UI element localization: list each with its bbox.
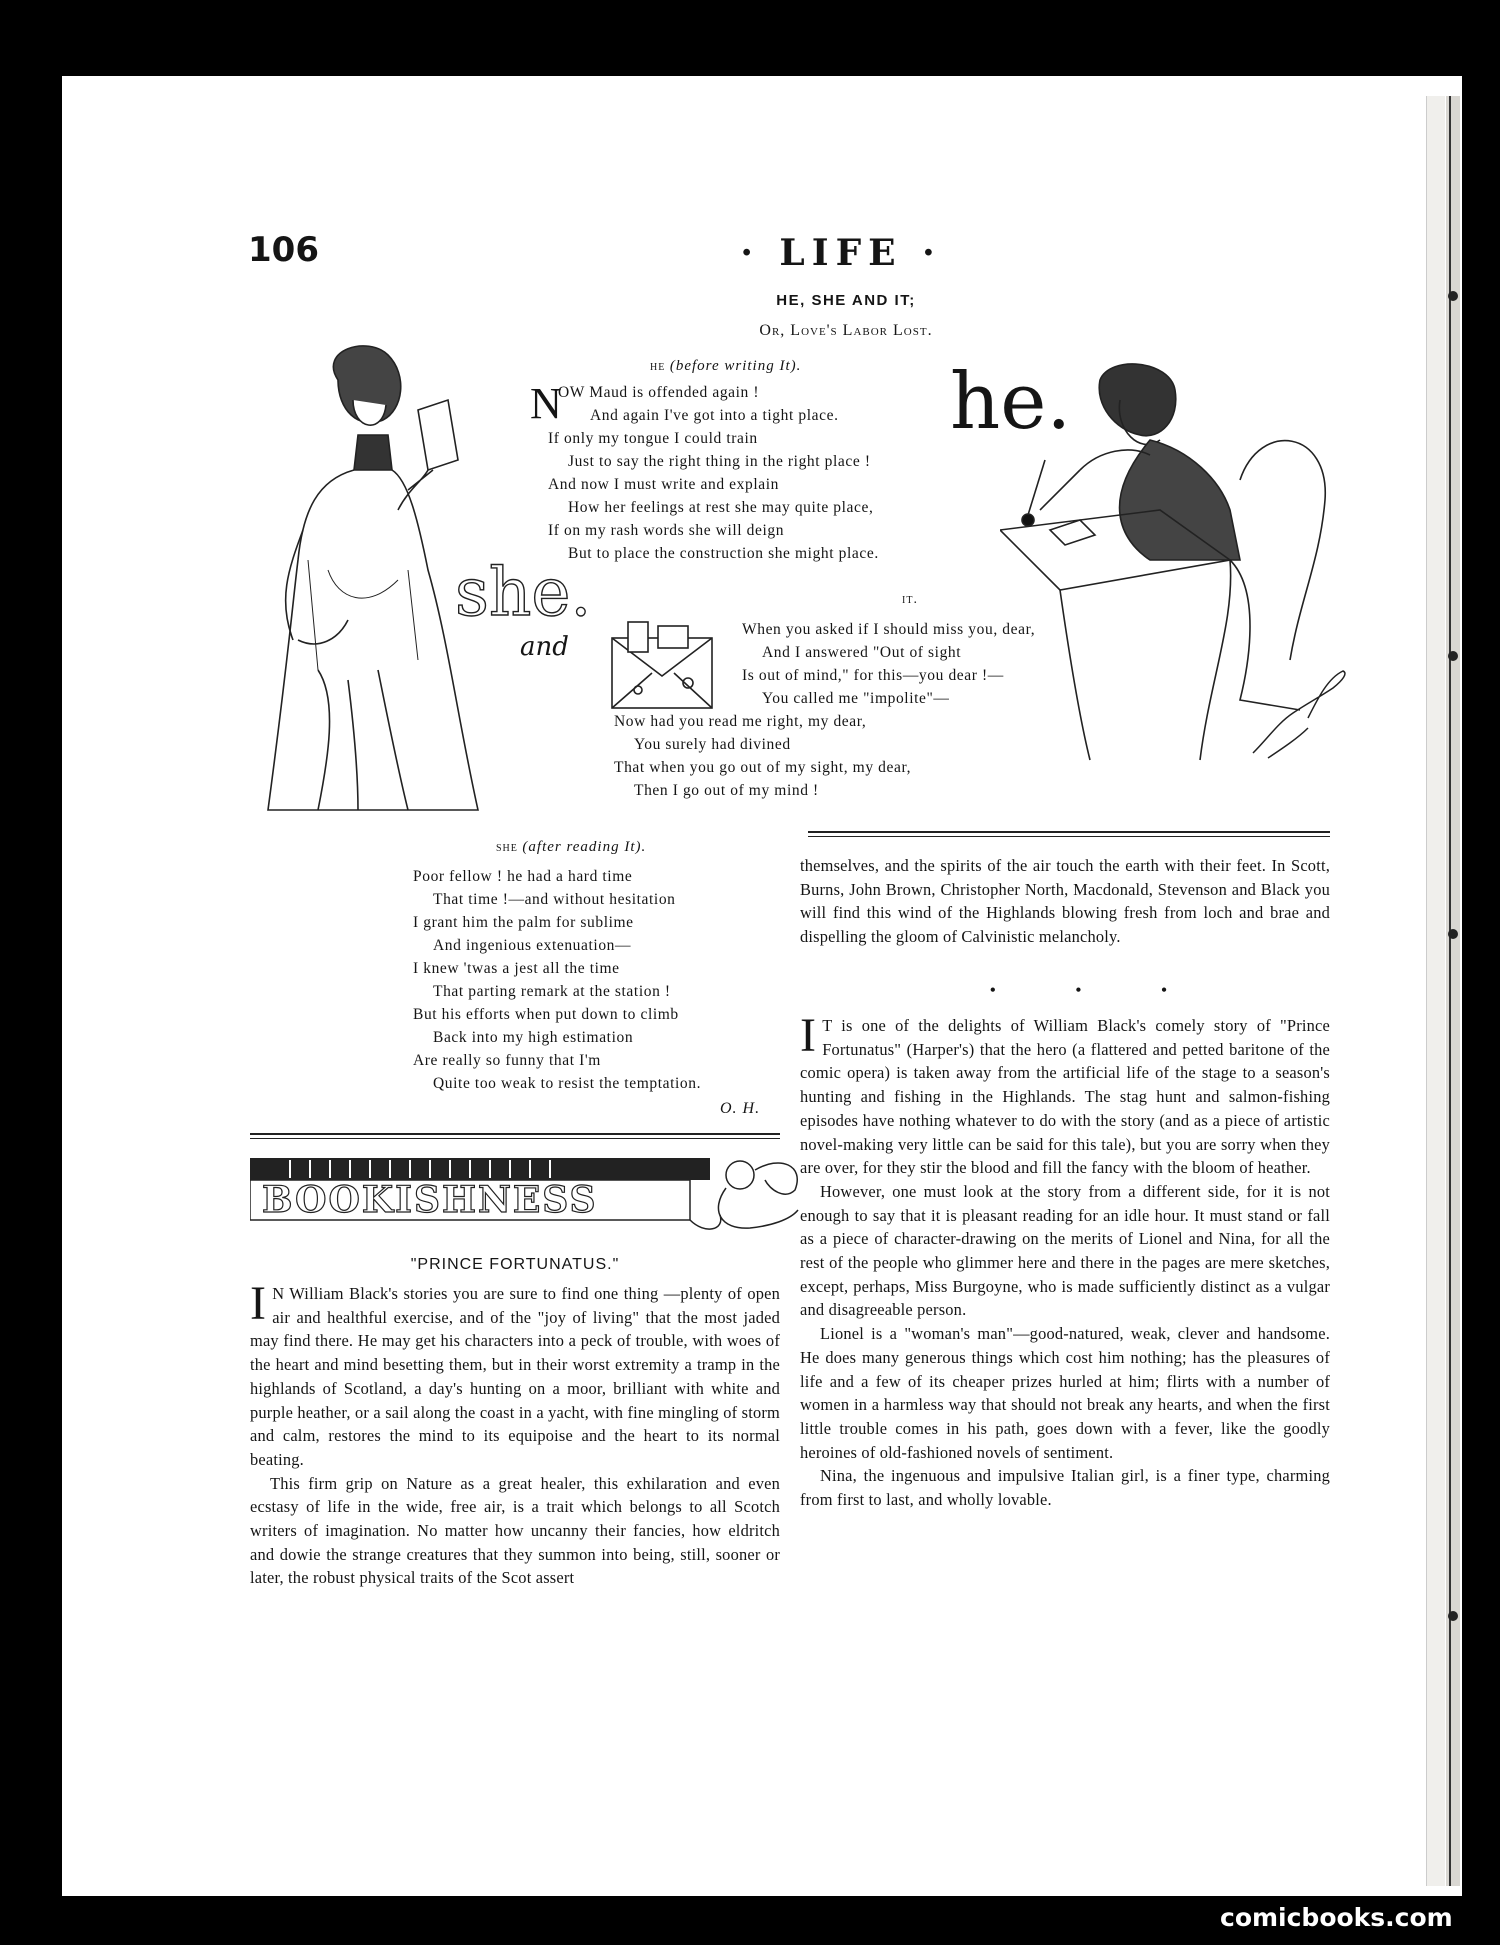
magazine-title: · LIFE · [740, 232, 942, 274]
poem-subtitle: Or, Love's Labor Lost. [759, 322, 933, 339]
divider-rule [250, 1138, 780, 1139]
paragraph: This firm grip on Nature as a great healer, this exhilaration and even ecstasy of life in the wide, free air, is a trait which belongs to all Scotch writers of imagination. No matter how uncanny their fancies, how eldritch and dowie the strange creatures that they summon into being, still, sooner or later, the robust physical traits of the Scot assert [250, 1473, 780, 1588]
watermark: comicbooks.com [1220, 1903, 1453, 1932]
paragraph: Lionel is a "woman's man"—good-natured, weak, clever and handsome. He does many generous things which cost him nothing; has the pleasures of life and a few of its cheaper prizes hurled at him; flirts with a number of women in a harmless way that should not break any hearts, and when the first little trouble comes in his path, goes down with a fever, like the goodly heroines of old-fashioned novels of sentiment. [800, 1324, 1330, 1462]
page-edge [1426, 96, 1445, 1886]
paragraph: Nina, the ingenuous and impulsive Italian girl, is a finer type, charming from first to last, and wholly lovable. [800, 1466, 1330, 1510]
he-verse: OW Maud is offended again ! And again I've got into a tight place. If only my tongue I could train Just to say the right thing in the right place ! And now I must write and explain How her feelings at rest she may quite place, If on my rash words she will deign But to place the construction she might place. [548, 384, 879, 562]
divider-rule [808, 836, 1330, 837]
right-column-continued [800, 1009, 1330, 1512]
drop-cap: I [800, 1009, 817, 1062]
she-verse: Poor fellow ! he had a hard time That time !—and without hesitation I grant him the palm for sublime And ingenious extenuation— I knew 'twas a jest all the time That parting remark at the station ! But his efforts when put down to climb Back into my high estimation Are really so funny that I'm Quite too weak to resist the temptation. [413, 868, 702, 1092]
paragraph: T is one of the delights of William Black's comely story of "Prince Fortunatus" (Harper's) that the hero (a flattered and petted baritone of the comic opera) is taken away from the artificial life of the stage to a season's hunting and fishing in the Highlands. The stag hunt and salmon-fishing episodes have nothing whatever to do with the story (and as a piece of artistic novel-making very little can be said for this tale), but you are sorry when they are over, for they stir the blood and fill the fancy with the bloom of heather. [800, 1016, 1330, 1178]
paragraph: N William Black's stories you are sure to find one thing —plenty of open air and healthful exercise, and of the "joy of living" that the most jaded may find there. He may get his characters into a peck of trouble, with woes of the heart and mind besetting them, but in their worst extremity a tramp in the highlands of Scotland, a day's hunting on a moor, brilliant with white and purple heather, or a sail along the coast in a yacht, with fine mingling of storm and calm, restores the mind to its equipoise and the heart to its normal beating. [250, 1284, 780, 1469]
drop-cap: I [250, 1277, 267, 1330]
he-illustration-label: he. [950, 357, 1072, 447]
left-column [250, 1277, 780, 1590]
she-verse-heading: she (after reading It). [496, 839, 647, 855]
she-illustration-label: she. [455, 554, 592, 631]
he-verse-heading: he (before writing It). [650, 358, 802, 374]
bookishness-banner-text: BOOKISHNESS [262, 1179, 598, 1221]
it-verse: When you asked if I should miss you, dear, And I answered "Out of sight Is out of mind," for this—you dear !— You called me "impolite"— Now had you read me right, my dear, You surely had divined That when you go out of my sight, my dear, Then I go out of my mind ! [614, 621, 1036, 799]
section-title: "PRINCE FORTUNATUS." [410, 1256, 620, 1273]
artist-signature-graphic [1248, 668, 1353, 763]
he-drop-cap: N [530, 379, 562, 428]
right-column [800, 854, 1330, 949]
binding-spine [1446, 96, 1460, 1886]
poem-title: HE, SHE AND IT; [776, 292, 916, 309]
it-verse-heading: it. [902, 592, 918, 607]
section-dots: • • • [990, 982, 1205, 999]
paragraph: However, one must look at the story from a different side, for it is not enough to say that it is pleasant reading for an idle hour. It must stand or fall as a piece of character-drawing on the merits of Lionel and Nina, for all the rest of the people who glimmer here and there in the pages are mere sketches, except, perhaps, Miss Burgoyne, who is made sufficiently distinct as a vulgar and disagreeable person. [800, 1181, 1330, 1320]
poem-signature: O. H. [720, 1100, 761, 1117]
bookishness-banner [250, 1150, 810, 1240]
paragraph: themselves, and the spirits of the air touch the earth with their feet. In Scott, Burns, John Brown, Christopher North, Macdonald, Stevenson and Black you will find this wind of the Highlands blowing fresh from loch and brae and dispelling the gloom of Calvinistic melancholy. [800, 856, 1330, 947]
and-illustration-label: and [520, 632, 569, 662]
divider-rule [808, 831, 1330, 833]
page-number: 106 [248, 230, 319, 270]
divider-rule [250, 1133, 780, 1135]
